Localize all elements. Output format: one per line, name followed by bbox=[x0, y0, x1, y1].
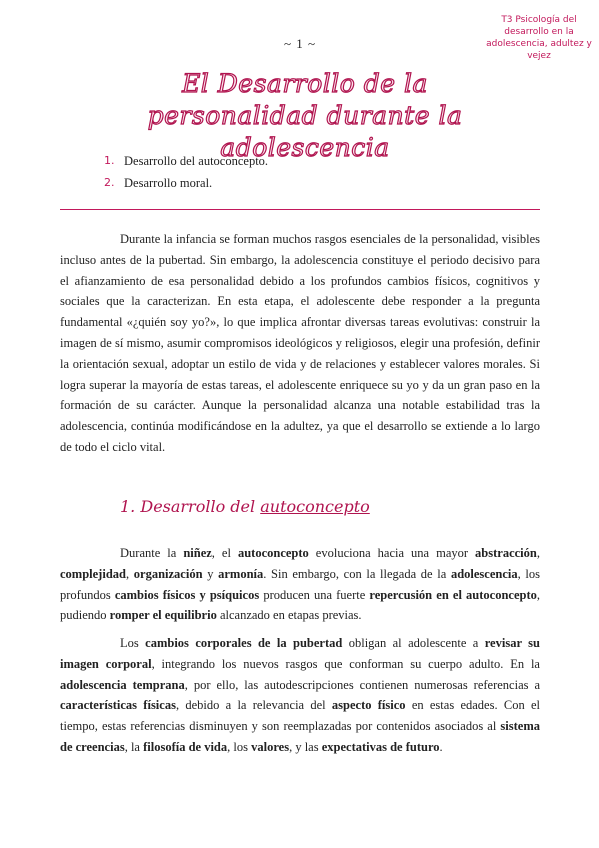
text-run: alcanzado en etapas previas. bbox=[216, 608, 362, 623]
text-run: y bbox=[202, 566, 219, 581]
toc-label: Desarrollo moral. bbox=[124, 176, 213, 190]
text-run: producen una fuerte bbox=[259, 587, 370, 602]
bold-term: organización bbox=[133, 566, 203, 581]
page-title: El Desarrollo de la personalidad durante la adolescencia bbox=[147, 69, 463, 162]
bold-term: cambios físicos y psíquicos bbox=[114, 587, 260, 602]
section-divider bbox=[60, 209, 540, 210]
bold-term: niñez bbox=[183, 546, 212, 560]
toc-item bbox=[104, 172, 268, 194]
text-run: , bbox=[125, 566, 134, 581]
text-run: , debido a la relevancia del bbox=[175, 698, 332, 713]
text-run: evoluciona hacia una mayor bbox=[308, 546, 476, 560]
text-run: en estas edades. Con el tiempo, estas referencias disminuyen y son reemplazadas por contenidos asociados al bbox=[60, 698, 540, 734]
body-paragraph bbox=[60, 543, 540, 626]
section-number: 1. bbox=[120, 497, 136, 516]
bold-term: expectativas de futuro bbox=[321, 739, 440, 754]
text-run: . bbox=[439, 739, 443, 754]
bold-term: características físicas bbox=[60, 698, 176, 713]
text-run: Durante la bbox=[120, 546, 184, 560]
bold-term: armonía bbox=[218, 566, 264, 581]
bold-term: revisar su imagen corporal bbox=[60, 636, 540, 671]
bold-term: abstracción bbox=[475, 546, 537, 560]
toc-item bbox=[104, 150, 268, 172]
page-number: ~ 1 ~ bbox=[284, 36, 317, 51]
toc-number: 1. bbox=[104, 154, 115, 167]
bold-term: adolescencia temprana bbox=[60, 677, 185, 692]
subject-note: T3 Psicología del desarrollo en la adolescencia, adultez y vejez bbox=[486, 15, 592, 61]
text-run: , y las bbox=[289, 739, 322, 754]
text-run: , pudiendo bbox=[60, 587, 540, 623]
bold-term: romper el equilibrio bbox=[109, 608, 217, 623]
text-run: , bbox=[536, 546, 540, 560]
text-run: , por ello, las autodescripciones contienen numerosas referencias a bbox=[184, 677, 541, 692]
bold-term: aspecto físico bbox=[331, 698, 406, 713]
toc-label: Desarrollo del autoconcepto. bbox=[124, 154, 269, 168]
bold-term: cambios corporales de la pubertad bbox=[145, 636, 343, 650]
text-run: obligan al adolescente a bbox=[342, 636, 485, 650]
text-run: , los profundos bbox=[60, 566, 540, 602]
table-of-contents bbox=[104, 150, 268, 194]
bold-term: sistema de creencias bbox=[60, 719, 540, 754]
section-heading bbox=[120, 497, 370, 516]
bold-term: valores bbox=[251, 739, 290, 754]
bold-term: complejidad bbox=[60, 566, 126, 581]
text-run: , la bbox=[124, 739, 144, 754]
text-run: , integrando los nuevos rasgos que conforman su cuerpo adulto. En la bbox=[151, 656, 540, 671]
toc-number: 2. bbox=[104, 176, 115, 189]
bold-term: filosofía de vida bbox=[143, 739, 228, 754]
text-run: Los bbox=[120, 636, 146, 650]
bold-term: adolescencia bbox=[450, 566, 518, 581]
text-run: , los bbox=[227, 739, 252, 754]
bold-term: autoconcepto bbox=[237, 546, 309, 560]
section-title-underlined: autoconcepto bbox=[260, 497, 370, 516]
body-paragraph bbox=[60, 633, 540, 758]
section-title: Desarrollo del bbox=[140, 497, 256, 516]
intro-paragraph: Durante la infancia se forman muchos rasgos esenciales de la personalidad, visibles incluso antes de la pubertad. Sin embargo, la adolescencia constituye el periodo decisivo para el afianzamiento de esa personalidad debido a los profundos cambios físicos, cognitivos y sociales que la caracterizan. En esta etapa, el adolescente debe responder a la pregunta fundamental «¿quién soy yo?», lo que implica afrontar diversas tareas evolutivas: construir la imagen de sí mismo, asumir compromisos ideológicos y religiosos, elegir una profesión, definir la orientación sexual, adoptar un estilo de vida y de relaciones y establecer valores morales. Si logra superar la mayoría de estas tareas, el adolescente enriquece su yo y da un gran paso en la formación de su carácter. Aunque la personalidad alcanza una notable estabilidad tras la adolescencia, continúa modificándose en la adultez, ya que el desarrollo se extiende a lo largo de todo el ciclo vital. bbox=[60, 232, 540, 454]
text-run: . Sin embargo, con la llegada de la bbox=[263, 566, 451, 581]
bold-term: repercusión en el autoconcepto bbox=[369, 587, 537, 602]
text-run: , el bbox=[211, 546, 238, 560]
